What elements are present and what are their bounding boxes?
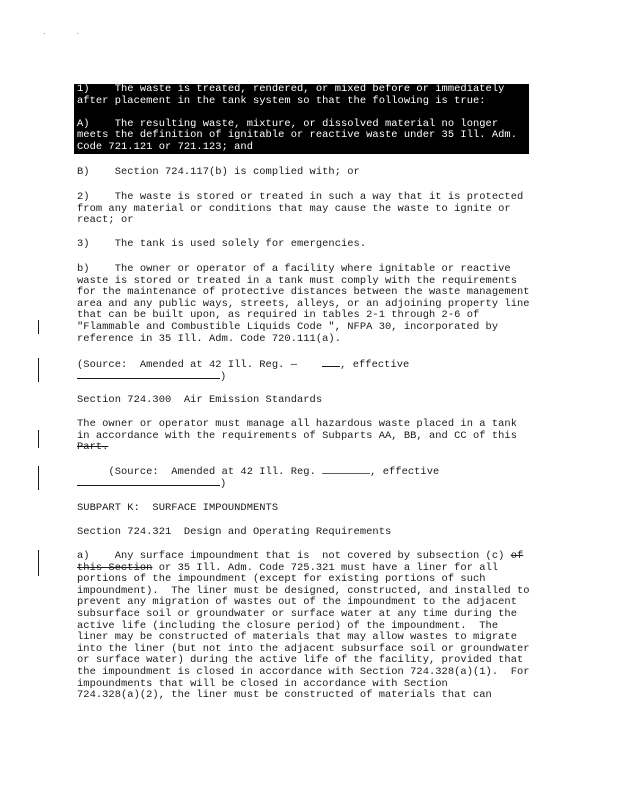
text-line: prevent any migration of wastes out of the impoundment to the adjacent — [77, 596, 517, 609]
item-3-line: 3) The tank is used solely for emergencies. — [77, 238, 367, 250]
text-line: that can be built upon, as required in tables 2-1 through 2-6 of — [77, 309, 480, 322]
text-line: the impoundment is closed in accordance with Section 724.328(a)(1). For — [77, 665, 530, 678]
text-line: Code 721.121 or 721.123; and — [77, 140, 253, 153]
revision-bar — [38, 466, 39, 490]
paragraph-b — [77, 264, 545, 345]
text-line: b) The owner or operator of a facility where ignitable or reactive — [77, 263, 511, 275]
item-b-line: B) Section 724.117(b) is complied with; or — [77, 166, 360, 178]
revision-bar — [38, 358, 39, 382]
subpart-k-heading: SUBPART K: SURFACE IMPOUNDMENTS — [77, 502, 279, 514]
scan-speck — [77, 33, 78, 34]
section-300-paragraph — [77, 419, 545, 454]
text-line: or surface water) during the active life of the facility, provided that — [77, 654, 524, 667]
text-line: from any material or conditions that may cause the waste to ignite or — [77, 202, 511, 215]
source-note-2: (Source: Amended at 42 Ill. Reg. , effective ) — [77, 467, 545, 490]
revision-bar — [38, 550, 39, 576]
text-line: meets the definition of ignitable or reactive waste under 35 Ill. Adm. — [77, 129, 517, 142]
scan-speck — [44, 33, 45, 34]
text-line: into the liner (but not into the adjacent subsurface soil or groundwater — [77, 642, 530, 655]
source-note-1: (Source: Amended at 42 Ill. Reg. — , effective ) — [77, 359, 410, 383]
text-line: after placement in the tank system so that the following is true: — [77, 94, 486, 107]
text-line: for the maintenance of protective distances between the waste management — [77, 286, 530, 299]
text-line: impoundment). The liner must be designed, constructed, and installed to — [77, 584, 530, 597]
text-line: 1) The waste is treated, rendered, or mixed before or immediately — [77, 83, 505, 95]
text-line: 724.328(a)(2), the liner must be constructed of materials that can — [77, 689, 492, 702]
struck-text: this Section — [77, 561, 153, 574]
text-line: 2) The waste is stored or treated in such a way that it is protected — [77, 191, 524, 203]
section-321-heading: Section 724.321 Design and Operating Requirements — [77, 526, 392, 538]
revision-bar — [38, 320, 39, 334]
text-line: area and any public ways, streets, alleys, or an adjoining property line — [77, 297, 530, 310]
text-line: "Flammable and Combustible Liquids Code ", NFPA 30, incorporated by — [77, 320, 499, 333]
struck-text: of — [510, 550, 524, 562]
text-line: react; or — [77, 214, 134, 227]
text-line: reference in 35 Ill. Adm. Code 720.111(a). — [77, 332, 341, 345]
highlighted-paragraph — [74, 84, 529, 154]
text-line: A) The resulting waste, mixture, or dissolved material no longer — [77, 117, 499, 130]
struck-text: Part. — [77, 441, 109, 454]
text-line: liner may be constructed of materials that may allow wastes to migrate — [77, 631, 517, 644]
item-2-paragraph — [77, 192, 545, 227]
text-line: waste is stored or treated in a tank must comply with the requirements — [77, 274, 517, 287]
text-line: The owner or operator must manage all hazardous waste placed in a tank — [77, 418, 517, 430]
text-line: impoundments that will be closed in accordance with Section — [77, 677, 448, 690]
text-line: portions of the impoundment (except for existing portions of such — [77, 573, 486, 586]
text-line: active life (including the closure period) of the impoundment. The — [77, 619, 499, 632]
revision-bar — [38, 430, 39, 448]
section-300-heading: Section 724.300 Air Emission Standards — [77, 394, 323, 406]
text-line: in accordance with the requirements of Subparts AA, BB, and CC of this — [77, 429, 517, 442]
paragraph-a: a) Any surface impoundment that is not covered by subsection (c) of this Section or 35 Ill. Adm. Code 725.321 must have a liner for all portions of the impoundment (except for existing portions of such impoundment). The liner must be designed, constructed, and installed to prevent any migration of wastes out of the impoundment to the adjacent subsurface soil or groundwater or surface water at any time during the active life (including the closure period) of the impoundment. The liner may be constructed of materials that may allow wastes to migrate into the liner (but not into the adjacent subsurface soil or groundwater or surface water) during the active life of the facility, provided that the impoundment is closed in accordance with Section 724.328(a)(1). For impoundments that will be closed in accordance with Section 724.328(a)(2), the liner must be constructed of materials that can — [77, 550, 530, 702]
text-line: subsurface soil or groundwater or surface water at any time during the — [77, 607, 517, 620]
